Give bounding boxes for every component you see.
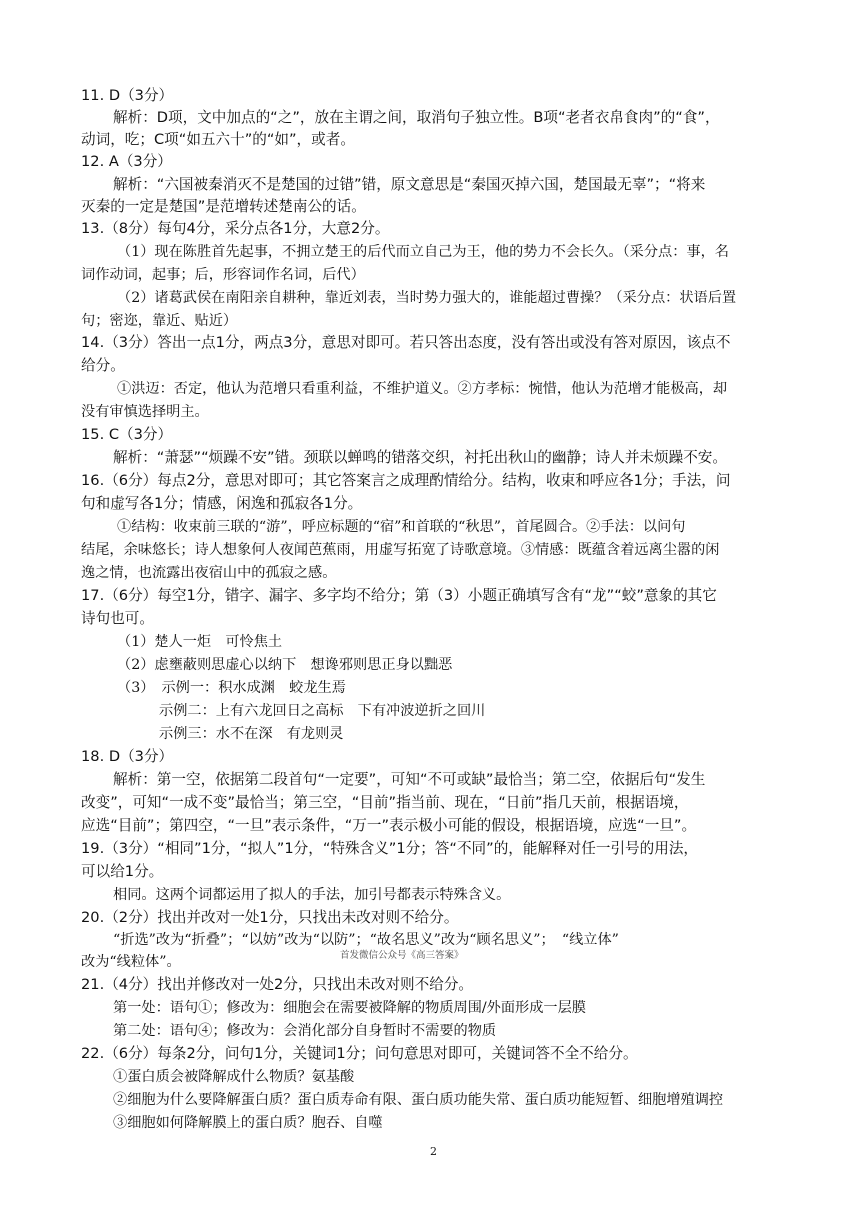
answer-17-item-1: （1）楚人一炬 可怜焦土 — [117, 634, 283, 650]
answer-19-header-2: 可以给1分。 — [81, 863, 164, 880]
answer-14-detail-1: ①洪迈：否定，他认为范增只看重利益，不维护道义。②方孝标：惋惜，他认为范增才能极高，却 — [117, 381, 728, 397]
answer-14-detail-2: 没有审慎选择明主。 — [81, 404, 209, 420]
answer-22-header: 22.（6分）每条2分，问句1分，关键词1分；问句意思对即可，关键词答不全不给分。 — [81, 1045, 638, 1062]
answer-13-item-1b: 词作动词，起事；后，形容词作名词，后代） — [81, 267, 365, 283]
answer-15-header: 15. C（3分） — [81, 426, 173, 443]
answer-17-example-3: 示例三：水不在深 有龙则灵 — [159, 726, 344, 742]
answer-22-item-1: ①蛋白质会被降解成什么物质？氨基酸 — [113, 1069, 355, 1085]
answer-16-detail-1: ①结构：收束前三联的“游”，呼应标题的“宿”和首联的“秋思”，首尾圆合。②手法：以问句 — [117, 519, 686, 535]
answer-21-detail-1: 第一处：语句①；修改为：细胞会在需要被降解的物质周围/外面形成一层膜 — [113, 1000, 586, 1016]
answer-13-item-1a: （1）现在陈胜首先起事，不拥立楚王的后代而立自己为王，他的势力不会长久。（采分点：事，名 — [117, 244, 729, 260]
answer-17-item-3: （3） 示例一：积水成渊 蛟龙生焉 — [117, 680, 346, 696]
answer-21-detail-2: 第二处：语句④；修改为：会消化部分自身暂时不需要的物质 — [113, 1023, 497, 1039]
answer-16-header-1: 16.（6分）每点2分，意思对即可；其它答案言之成理酌情给分。结构，收束和呼应各1分；手法，问 — [81, 472, 731, 489]
answer-19-detail: 相同。这两个词都运用了拟人的手法，加引号都表示特殊含义。 — [113, 887, 511, 903]
answer-17-header-1: 17.（6分）每空1分，错字、漏字、多字均不给分；第（3）小题正确填写含有“龙”“蛟”意象的其它 — [81, 587, 717, 604]
answer-21-header: 21.（4分）找出并修改对一处2分，只找出未改对则不给分。 — [81, 976, 474, 993]
answer-12-analysis-1: 解析：“六国被秦消灭不是楚国的过错”错，原文意思是“秦国灭掉六国，楚国最无辜”；“将来 — [113, 176, 706, 193]
answer-18-analysis-3: 应选“目前”；第四空，“一旦”表示条件，“万一”表示极小可能的假设，根据语境，应选“一旦”。 — [81, 817, 697, 834]
answer-22-item-2: ②细胞为什么要降解蛋白质？蛋白质寿命有限、蛋白质功能失常、蛋白质功能短暂、细胞增殖调控 — [113, 1092, 724, 1108]
answer-20-detail-1: “折选”改为“折叠”；“以妨”改为“以防”；“故名思义”改为“顾名思义”； “线立体” — [113, 932, 619, 948]
answer-16-detail-2: 结尾，余味悠长；诗人想象何人夜闻芭蕉雨，用虚写拓宽了诗歌意境。③情感：既蕴含着远离尘嚣的闲 — [81, 542, 720, 558]
answer-16-detail-3: 逸之情，也流露出夜宿山中的孤寂之感。 — [81, 565, 337, 581]
answer-17-item-2: （2）虑壅蔽则思虚心以纳下 想谗邪则思正身以黜恶 — [117, 657, 453, 673]
answer-20-header: 20.（2分）找出并改对一处1分，只找出未改对则不给分。 — [81, 909, 459, 926]
answer-12-header: 12. A（3分） — [81, 153, 172, 170]
answer-20-detail-2: 改为“线粒体”。 — [81, 954, 181, 970]
answer-15-analysis: 解析：“萧瑟”“烦躁不安”错。颈联以蝉鸣的错落交织，衬托出秋山的幽静；诗人并未烦躁不安。 — [113, 449, 727, 466]
answer-11-analysis-1: 解析：D项，文中加点的“之”，放在主谓之间，取消句子独立性。B项“老者衣帛食肉”的“食”， — [113, 109, 720, 126]
answer-22-item-3: ③细胞如何降解膜上的蛋白质？胞吞、自噬 — [113, 1115, 383, 1131]
answer-18-header: 18. D（3分） — [81, 748, 174, 765]
answer-12-analysis-2: 灭秦的一定是楚国”是范增转述楚南公的话。 — [81, 198, 366, 215]
answer-13-header: 13.（8分）每句4分，采分点各1分，大意2分。 — [81, 220, 390, 237]
answer-19-header-1: 19.（3分）“相同”1分，“拟人”1分，“特殊含义”1分；答“不同”的，能解释对任一引号的用法， — [81, 840, 699, 857]
answer-17-example-2: 示例二：上有六龙回日之高标 下有冲波逆折之回川 — [159, 703, 486, 719]
answer-17-header-2: 诗句也可。 — [81, 610, 154, 627]
answer-18-analysis-1: 解析：第一空，依据第二段首句“一定要”，可知“不可或缺”最恰当；第二空，依据后句“发生 — [113, 771, 706, 788]
answer-14-header-2: 给分。 — [81, 357, 125, 374]
answer-11-header: 11. D（3分） — [81, 87, 174, 104]
page-number: 2 — [430, 1145, 437, 1158]
answer-13-item-2a: （2）诸葛武侯在南阳亲自耕种，靠近刘表，当时势力强大的，谁能超过曹操？（采分点：状语后置 — [117, 290, 737, 306]
answer-11-analysis-2: 动词，吃；C项“如五六十”的“如”，或者。 — [81, 131, 355, 148]
answer-18-analysis-2: 改变”，可知“一成不变”最恰当；第三空，“目前”指当前、现在，“日前”指几天前，根据语境， — [81, 794, 689, 811]
answer-16-header-2: 句和虚写各1分；情感，闲逸和孤寂各1分。 — [81, 495, 363, 512]
answer-14-header-1: 14.（3分）答出一点1分，两点3分，意思对即可。若只答出态度，没有答出或没有答对原因，该点不 — [81, 334, 731, 351]
watermark-note: 首发微信公众号《高三答案》 — [340, 950, 464, 961]
answer-13-item-2b: 句；密迩，靠近、贴近） — [81, 313, 238, 329]
